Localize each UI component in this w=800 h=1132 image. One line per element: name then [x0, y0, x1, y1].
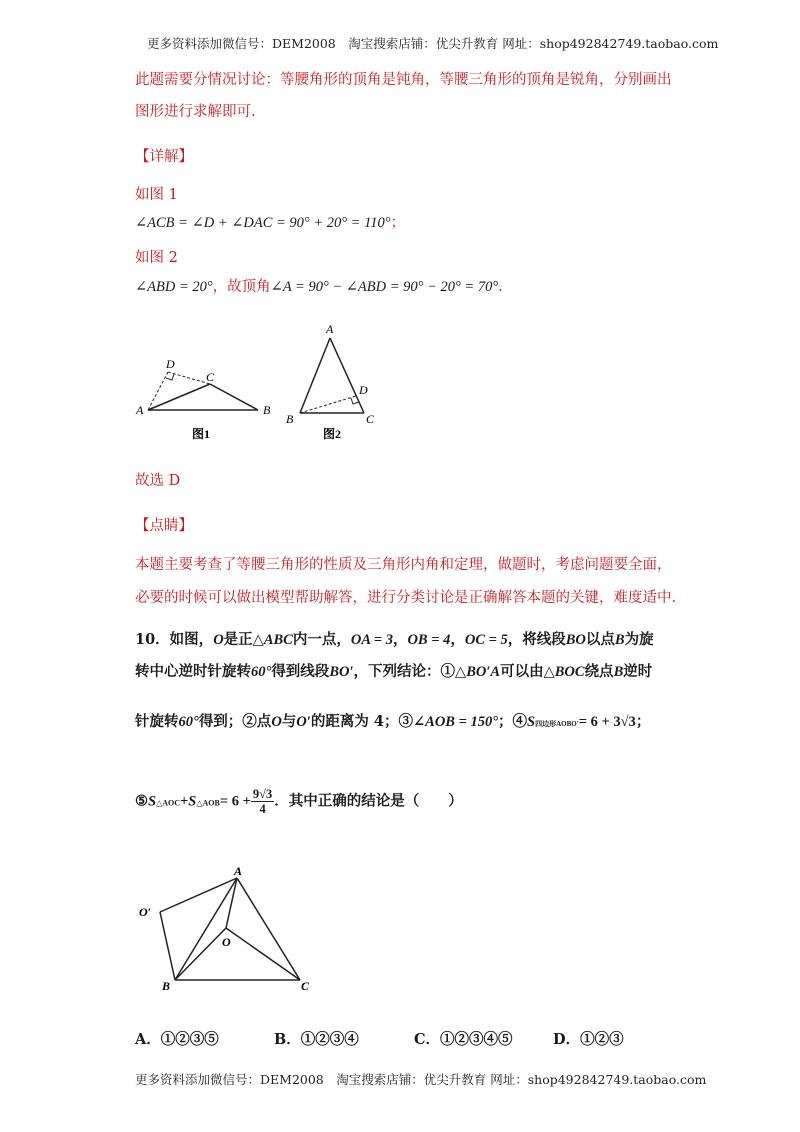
qfig-seg-ob	[175, 928, 226, 980]
option-c-letter: C．	[414, 1031, 441, 1048]
question-line-3	[135, 710, 650, 731]
option-b-letter: B．	[274, 1031, 301, 1048]
figure-1-and-2	[130, 318, 390, 448]
q-l3-e: ；④	[498, 713, 528, 730]
qfig-label-a: A	[234, 864, 243, 878]
option-b[interactable]	[274, 1028, 359, 1049]
fig2-dash-bd	[300, 396, 356, 413]
fig1-right-angle	[166, 374, 174, 380]
q-eq6: = 6 +	[219, 793, 251, 810]
q-l3-b: 得到；②点	[198, 713, 272, 730]
q-oa: OA = 3	[350, 632, 393, 648]
q-segment-bo: BO	[565, 632, 586, 648]
option-d-text: ①②③	[580, 1031, 624, 1048]
equation-2	[135, 275, 503, 296]
q-area-quad-sub: 四边形AOBO′	[535, 720, 579, 728]
option-b-text: ①②③④	[300, 1031, 359, 1048]
equation-1-math: ∠ACB = ∠D + ∠DAC = 90° + 20° = 110°	[135, 215, 391, 231]
q-l3-f: ；	[635, 713, 651, 730]
qfig-label-b: B	[162, 979, 171, 992]
q-l4-b: ．其中正确的结论是（ ）	[274, 792, 463, 810]
answer-text: 故选 D	[135, 473, 181, 489]
q-area-aoc: S	[148, 793, 157, 810]
qfig-label-c: C	[301, 979, 310, 992]
fig1-ref: 如图 1	[135, 187, 178, 203]
q-text-1: 是正	[223, 631, 253, 648]
q-60deg-2: 60°	[178, 714, 199, 730]
q-point-o-2: O	[271, 714, 282, 730]
q-sep-1: ，	[392, 631, 408, 648]
equation-1	[135, 211, 405, 232]
q-text-3: ，将线段	[507, 631, 566, 648]
question-line-2	[135, 660, 652, 681]
q-point-b-2: B	[613, 664, 624, 680]
q-l2-d: 可以由	[500, 663, 544, 680]
fig2-label-b: B	[286, 412, 294, 426]
question-line-1	[135, 628, 654, 649]
q-segment-bo-prime: BO′	[329, 664, 354, 680]
fig1-side-ac	[148, 384, 210, 410]
fig1-label-c: C	[206, 370, 215, 384]
qfig-seg-oprime-b	[160, 912, 175, 980]
comment-heading: 【点睛】	[135, 518, 193, 534]
q-triangle-boc: △BOC	[543, 664, 585, 680]
analysis-line-2: 图形进行求解即可.	[135, 104, 256, 120]
option-a-text: ①②③⑤	[160, 1031, 219, 1048]
page-footer: 更多资料添加微信号：DEM2008 淘宝搜索店铺：优尖升教育 网址：shop492842749.taobao.com	[135, 1072, 707, 1087]
q-60deg-1: 60°	[251, 664, 272, 680]
q-text-4: 以点	[585, 631, 615, 648]
q-ob: OB = 4	[407, 632, 451, 648]
option-c[interactable]	[414, 1028, 513, 1049]
fig1-side-cb	[210, 384, 258, 410]
qfig-seg-oc	[226, 928, 300, 980]
equation-1-end: ；	[390, 215, 406, 231]
analysis-line-1: 此题需要分情况讨论：等腰角形的顶角是钝角，等腰三角形的顶角是锐角，分别画出	[135, 72, 672, 88]
q-l2-c: ，下列结论：①	[353, 663, 456, 680]
q-l2-f: 逆时	[623, 663, 653, 680]
q-sep-2: ，	[450, 631, 465, 648]
qfig-label-o: O	[222, 935, 231, 949]
q-triangle-abc: △ABC	[252, 632, 293, 648]
q-fraction	[251, 787, 274, 816]
question-number: 10．如图，	[135, 631, 214, 648]
q-fraction-num: 9√3	[252, 787, 273, 801]
figure-1	[135, 357, 271, 441]
q-text-5: 为旋	[624, 631, 654, 648]
q-area-aoc-sub: △AOC	[156, 798, 181, 808]
equation-2a-math: ∠ABD = 20°	[135, 279, 213, 295]
fig2-side-ab	[300, 338, 330, 413]
option-c-text: ①②③④⑤	[440, 1031, 513, 1048]
q-point-b-1: B	[614, 632, 625, 648]
q-l3-a: 针旋转	[135, 713, 179, 730]
fig2-ref: 如图 2	[135, 250, 178, 266]
question-figure	[130, 862, 320, 992]
q-area-aob: S	[188, 793, 197, 810]
q-l2-a: 转中心逆时针旋转	[135, 663, 251, 680]
q-area-quad-value: = 6 + 3√3	[578, 714, 636, 730]
fig1-label-d: D	[166, 357, 175, 371]
q-oc: OC = 5	[464, 632, 508, 648]
qfig-side-ac	[237, 878, 300, 980]
qfig-seg-oprime-a	[160, 878, 237, 912]
option-a[interactable]	[135, 1028, 219, 1049]
option-a-letter: A．	[135, 1031, 161, 1048]
q-text-2: 内一点，	[292, 631, 351, 648]
q-l2-e: 绕点	[584, 663, 614, 680]
question-line-4	[135, 787, 463, 816]
option-d-letter: D．	[553, 1031, 581, 1048]
q-area-aob-sub: △AOB	[196, 798, 220, 808]
fig1-dash-ad	[148, 372, 168, 410]
option-d[interactable]	[553, 1028, 624, 1049]
fig2-label-a: A	[326, 322, 334, 336]
q-l2-b: 得到线段	[271, 663, 330, 680]
equation-2b-math: ∠A = 90° − ∠ABD = 90° − 20° = 70°	[270, 279, 499, 295]
fig1-caption: 图1	[192, 427, 211, 441]
comment-line-2: 必要的时候可以做出模型帮助解答，进行分类讨论是正确解答本题的关键，难度适中.	[135, 590, 677, 606]
fig1-dash-dc	[168, 372, 210, 384]
qfig-label-oprime: O′	[139, 905, 152, 919]
detail-heading: 【详解】	[135, 149, 193, 165]
q-plus: +	[180, 793, 189, 810]
fig2-label-c: C	[366, 412, 375, 426]
qfig-seg-oa	[226, 878, 237, 928]
q-point-o: O	[213, 632, 224, 648]
q-point-o-prime: O′	[296, 714, 311, 730]
fig2-label-d: D	[359, 383, 368, 397]
q-angle-aob: ∠AOB = 150°	[413, 714, 499, 730]
equation-2-mid: ，故顶角	[212, 279, 271, 295]
q-l3-d: 的距离为 4；③	[310, 713, 413, 730]
q-area-quad-label: S	[527, 714, 536, 730]
comment-line-1: 本题主要考查了等腰三角形的性质及三角形内角和定理，做题时，考虑问题要全面，	[135, 557, 672, 573]
equation-2-end: .	[498, 279, 503, 295]
q-l4-a: ⑤	[135, 792, 148, 810]
figure-2	[286, 322, 375, 441]
fig2-caption: 图2	[323, 427, 342, 441]
q-triangle-boa: △BO′A	[455, 664, 501, 680]
fig1-label-a: A	[136, 403, 144, 417]
q-l3-c: 与	[281, 713, 297, 730]
q-fraction-den: 4	[259, 802, 266, 816]
fig1-label-b: B	[263, 403, 271, 417]
page-header: 更多资料添加微信号：DEM2008 淘宝搜索店铺：优尖升教育 网址：shop492842749.taobao.com	[147, 36, 719, 51]
